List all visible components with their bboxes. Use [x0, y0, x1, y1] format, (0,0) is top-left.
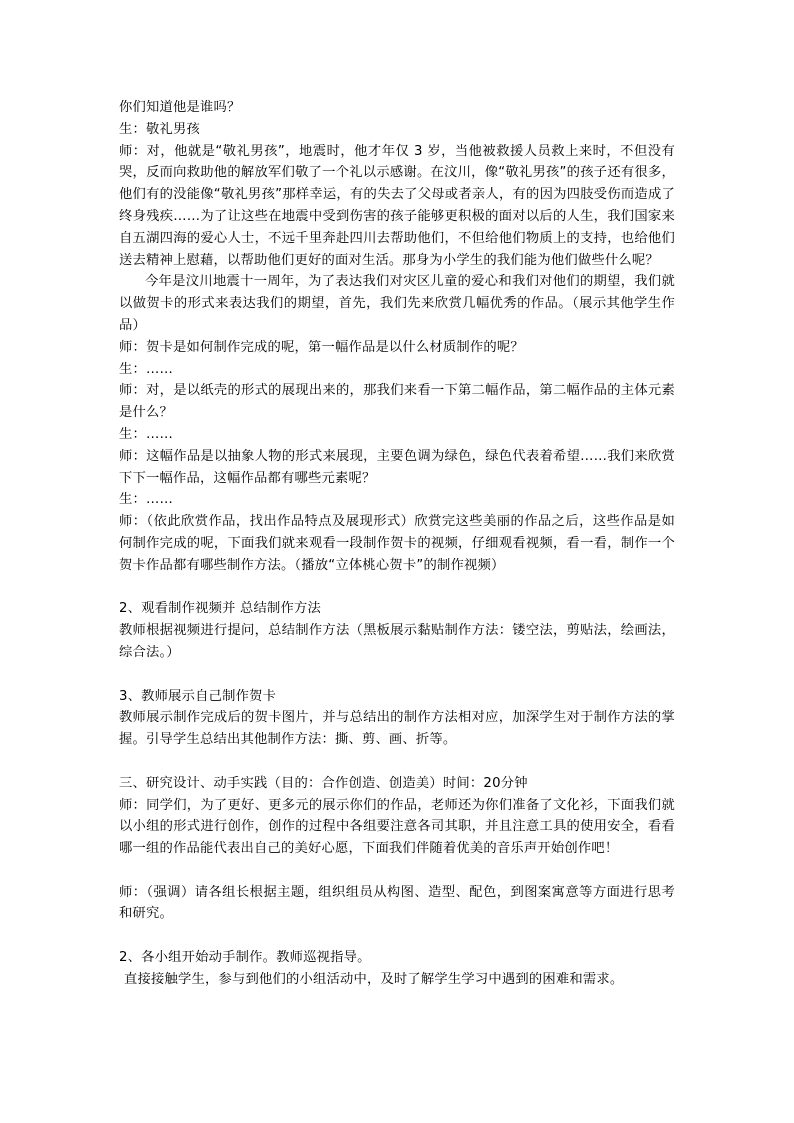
- spacer: [119, 664, 675, 686]
- spacer: [119, 925, 675, 947]
- paragraph-student-reply-3: 生：……: [119, 492, 173, 508]
- section-heading-teacher-demo: 3、教师展示自己制作贺卡: [119, 688, 277, 704]
- paragraph-student-reply-2: 生：……: [119, 426, 173, 442]
- paragraph-teacher-card-material: 师：贺卡是如何制作完成的呢，第一幅作品是以什么材质制作的呢？: [119, 339, 524, 355]
- section-heading-group-making: 2、各小组开始动手制作。教师巡视指导。: [119, 950, 371, 966]
- paragraph-teacher-abstract-figure: 师：这幅作品是以抽象人物的形式来展现，主要色调为绿色，绿色代表着希望……我们来欣赏下下一幅作品，这幅作品都有哪些元素呢？: [119, 448, 675, 486]
- paragraph-contact-students: 直接接触学生，参与到他们的小组活动中，及时了解学生学习中遇到的困难和需求。: [124, 971, 624, 987]
- paragraph-question: 你们知道他是谁吗？: [119, 100, 241, 115]
- paragraph-student-reply-1: 生：……: [119, 361, 173, 377]
- paragraph-teacher-video-intro: 师：（依此欣赏作品，找出作品特点及展现形式）欣赏完这些美丽的作品之后，这些作品是如何制作完成的呢，下面我们就来观看一段制作贺卡的视频，仔细观看视频，看一看，制作一个贺卡作品都有哪些制作方法。（播放“立体桃心贺卡”的制作视频）: [119, 514, 675, 573]
- section-heading-practice: 三、研究设计、动手实践（目的：合作创造、创造美）时间：20分钟: [119, 775, 528, 791]
- paragraph-teacher-saluting-boy: 师：对，他就是“敬礼男孩”，地震时，他才年仅 3 岁，当他被救援人员救上来时，不但没有哭，反而向救助他的解放军们敬了一个礼以示感谢。在汶川，像“敬礼男孩”的孩子还有很多，他们有的没能像“敬礼男孩”那样幸运，有的失去了父母或者亲人，有的因为四肢受伤而造成了终身残疾……为了让这些在地震中受到伤害的孩子能够更积极的面对以后的人生，我们国家来自五湖四海的爱心人士，不远千里奔赴四川去帮助他们，不但给他们物质上的支持，也给他们送去精神上慰藉，以帮助他们更好的面对生活。那身为小学生的我们能为他们做些什么呢？: [119, 143, 675, 268]
- section-heading-watch-video: 2、观看制作视频并 总结制作方法: [119, 601, 322, 617]
- paragraph-teacher-emphasis: 师：（强调）请各组长根据主题，组织组员从构图、造型、配色，到图案寓意等方面进行思考和研究。: [119, 884, 675, 922]
- paragraph-teacher-second-work: 师：对，是以纸壳的形式的展现出来的，那我们来看一下第二幅作品，第二幅作品的主体元素是什么？: [119, 383, 675, 421]
- paragraph-summarize-methods: 教师根据视频进行提问，总结制作方法（黑板展示黏贴制作方法：镂空法，剪贴法，绘画法，综合法。）: [119, 623, 675, 660]
- spacer: [119, 751, 675, 773]
- paragraph-teacher-group-work: 师：同学们，为了更好、更多元的展示你们的作品，老师还为你们准备了文化衫，下面我们就以小组的形式进行创作，创作的过程中各组要注意各司其职，并且注意工具的使用安全，看看哪一组的作品能代表出自己的美好心愿，下面我们伴随着优美的音乐声开始创作吧！: [119, 797, 675, 857]
- paragraph-anniversary: 今年是汶川地震十一周年，为了表达我们对灾区儿童的爱心和我们对他们的期望，我们就以做贺卡的形式来表达我们的期望，首先，我们先来欣赏几幅优秀的作品。（展示其他学生作品）: [119, 274, 675, 333]
- spacer: [119, 577, 675, 599]
- paragraph-teacher-demo: 教师展示制作完成后的贺卡图片，并与总结出的制作方法相对应，加深学生对于制作方法的掌握。引导学生总结出其他制作方法：撕、剪、画、折等。: [119, 710, 675, 748]
- spacer: [119, 860, 675, 882]
- paragraph-student-answer: 生：敬礼男孩: [119, 121, 200, 137]
- document-page: [119, 97, 675, 991]
